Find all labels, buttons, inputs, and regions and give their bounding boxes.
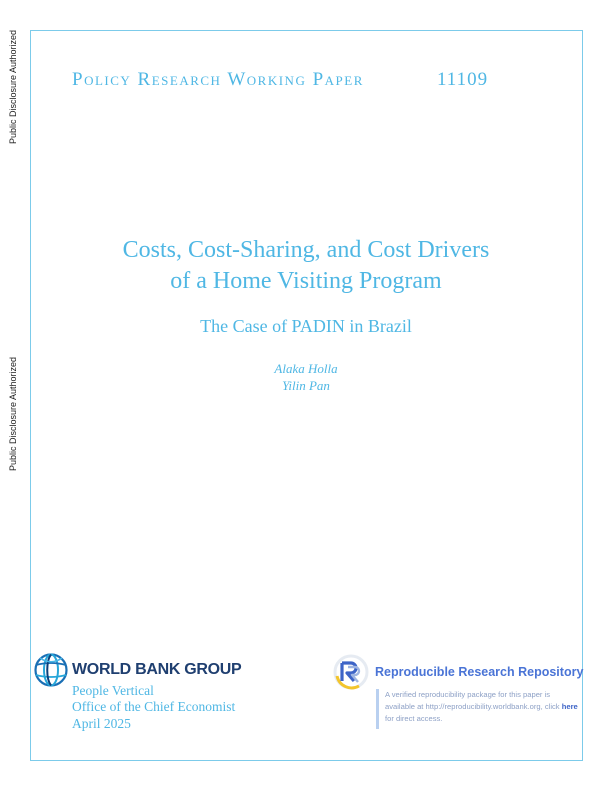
repository-note-tail: for direct access. bbox=[385, 714, 443, 723]
repository-here-link[interactable]: here bbox=[561, 702, 578, 711]
rr-logo-icon[interactable] bbox=[333, 654, 369, 690]
author-name: Alaka Holla bbox=[274, 361, 338, 376]
world-bank-group-logo-text: WORLD BANK GROUP bbox=[72, 661, 242, 678]
series-title: Policy Research Working Paper bbox=[72, 69, 364, 90]
office-name: Office of the Chief Economist bbox=[72, 699, 236, 714]
repository-divider bbox=[376, 689, 379, 729]
repository-note-text: A verified reproducibility package for this paper is available at http://reproducibility.worldbank.org, click bbox=[385, 690, 560, 711]
disclosure-label-top: Public Disclosure Authorized bbox=[8, 29, 18, 145]
paper-number: 11109 bbox=[437, 69, 489, 90]
paper-subtitle: The Case of PADIN in Brazil bbox=[200, 316, 412, 336]
repository-note bbox=[385, 689, 580, 725]
publication-date: April 2025 bbox=[72, 716, 131, 731]
author-name: Yilin Pan bbox=[282, 378, 330, 393]
paper-title-line-2: of a Home Visiting Program bbox=[170, 268, 442, 294]
repository-name[interactable]: Reproducible Research Repository bbox=[375, 665, 584, 679]
paper-title-line-1: Costs, Cost-Sharing, and Cost Drivers bbox=[122, 237, 490, 263]
unit-name: People Vertical bbox=[72, 683, 154, 698]
disclosure-label-middle: Public Disclosure Authorized bbox=[8, 356, 18, 472]
globe-icon bbox=[34, 653, 68, 687]
cover-frame bbox=[30, 30, 583, 761]
